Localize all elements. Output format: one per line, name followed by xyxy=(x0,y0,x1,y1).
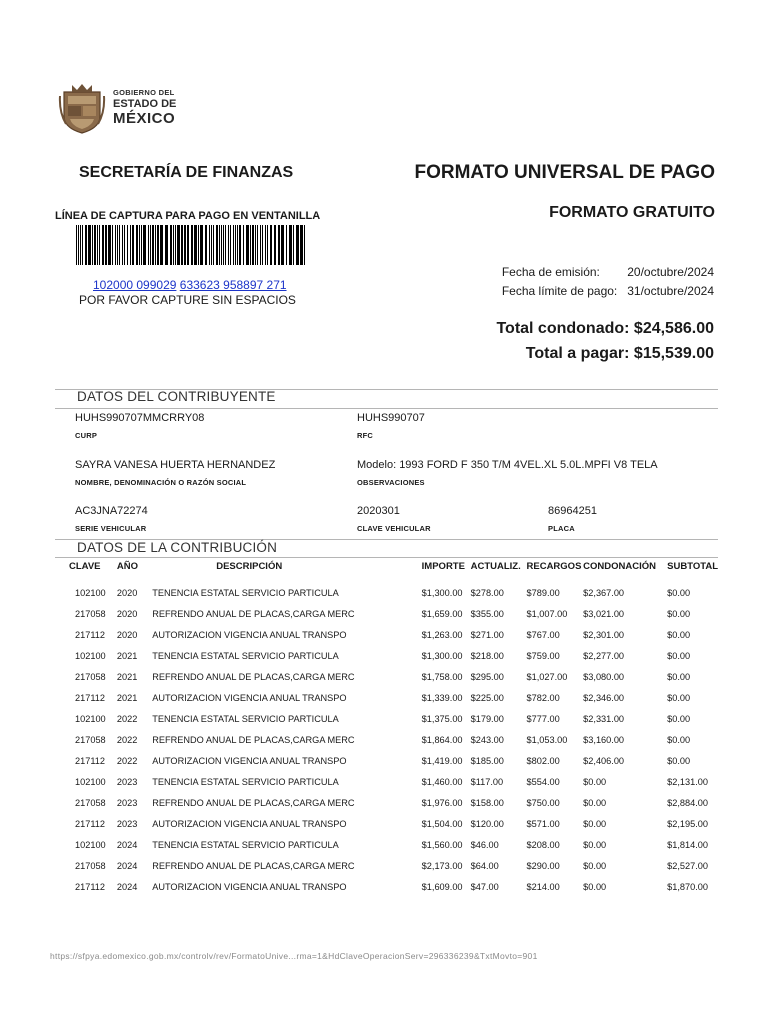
barcode-bar xyxy=(243,225,244,265)
anio-cell: 2021 xyxy=(116,671,138,682)
descripcion-cell: AUTORIZACION VIGENCIA ANUAL TRANSPO xyxy=(152,881,347,892)
anio-cell: 2023 xyxy=(116,818,138,829)
condonacion-cell: $0.00 xyxy=(583,797,607,808)
barcode-bar xyxy=(250,225,251,265)
recargos-cell: $571.00 xyxy=(526,818,560,829)
divider xyxy=(55,408,718,409)
recargos-cell: $1,027.00 xyxy=(526,671,568,682)
linea-captura-number xyxy=(93,278,287,292)
importe-cell: $1,976.00 xyxy=(421,797,463,808)
actualizacion-cell: $295.00 xyxy=(470,671,504,682)
nombre-label: NOMBRE, DENOMINACIÓN O RAZÓN SOCIAL xyxy=(75,478,247,487)
subtotal-cell: $0.00 xyxy=(667,671,691,682)
placa-label: PLACA xyxy=(548,524,575,533)
importe-cell: $1,864.00 xyxy=(421,734,463,745)
actualizacion-cell: $225.00 xyxy=(470,692,504,703)
barcode-bar xyxy=(270,225,272,265)
descripcion-cell: AUTORIZACION VIGENCIA ANUAL TRANSPO xyxy=(152,692,347,703)
barcode-bar xyxy=(216,225,218,265)
barcode-bar xyxy=(233,225,234,265)
total-condonado: Total condonado: $24,586.00 xyxy=(496,320,714,337)
anio-cell: 2020 xyxy=(116,608,138,619)
subtotal-cell: $1,814.00 xyxy=(667,839,709,850)
actualizacion-cell: $117.00 xyxy=(470,776,504,787)
footer-url: https://sfpya.edomexico.gob.mx/controlv/rev/FormatoUnive...rma=1&HdClaveOperacionServ=296336239&TxtMovto=901 xyxy=(50,951,538,961)
barcode-bar xyxy=(119,225,120,265)
table-row xyxy=(55,624,718,645)
subtotal-cell: $2,131.00 xyxy=(667,776,709,787)
anio-cell: 2024 xyxy=(116,860,138,871)
condonacion-cell: $2,277.00 xyxy=(583,650,625,661)
condonacion-cell: $2,406.00 xyxy=(583,755,625,766)
anio-cell: 2022 xyxy=(116,713,138,724)
descripcion-cell: TENENCIA ESTATAL SERVICIO PARTICULA xyxy=(152,650,339,661)
barcode-bar xyxy=(155,225,156,265)
descripcion-cell: TENENCIA ESTATAL SERVICIO PARTICULA xyxy=(152,587,339,598)
anio-cell: 2021 xyxy=(116,692,138,703)
barcode-bar xyxy=(255,225,256,265)
secretaria-heading: SECRETARÍA DE FINANZAS xyxy=(79,164,294,181)
condonacion-cell: $2,301.00 xyxy=(583,629,625,640)
barcode-bar xyxy=(230,225,231,265)
barcode-bar xyxy=(152,225,154,265)
curp-label: CURP xyxy=(75,431,98,440)
barcode-bar xyxy=(94,225,96,265)
table-row xyxy=(55,876,718,897)
barcode-bar xyxy=(293,225,294,265)
barcode-bar xyxy=(200,225,203,265)
barcode-bar xyxy=(102,225,104,265)
barcode-bar xyxy=(88,225,91,265)
anio-cell: 2023 xyxy=(116,776,138,787)
rfc-label: RFC xyxy=(357,431,374,440)
clave-cell: 102100 xyxy=(75,776,106,787)
divider xyxy=(55,557,718,558)
table-header-row xyxy=(55,561,718,582)
barcode-bar xyxy=(136,225,138,265)
clave-cell: 217112 xyxy=(75,692,105,703)
clave-cell: 217058 xyxy=(75,860,106,871)
condonacion-cell: $3,021.00 xyxy=(583,608,625,619)
importe-cell: $1,419.00 xyxy=(421,755,463,766)
barcode-bar xyxy=(76,225,77,265)
importe-cell: $1,300.00 xyxy=(421,650,463,661)
barcode-bar xyxy=(223,225,224,265)
fechas-table xyxy=(502,265,714,303)
anio-cell: 2020 xyxy=(116,629,138,640)
condonacion-cell: $0.00 xyxy=(583,776,607,787)
condonacion-cell: $0.00 xyxy=(583,818,607,829)
subtotal-cell: $2,195.00 xyxy=(667,818,709,829)
column-header-recargos: RECARGOS xyxy=(526,561,582,572)
table-row xyxy=(55,603,718,624)
estado-de-mexico-emblem-icon xyxy=(58,82,106,134)
rfc-value: HUHS990707 xyxy=(357,412,425,424)
serie-vehicular-value: AC3JNA72274 xyxy=(75,505,148,517)
actualizacion-cell: $271.00 xyxy=(470,629,504,640)
placa-value: 86964251 xyxy=(548,505,597,517)
descripcion-cell: AUTORIZACION VIGENCIA ANUAL TRANSPO xyxy=(152,755,347,766)
subtotal-cell: $1,870.00 xyxy=(667,881,709,892)
observaciones-value: Modelo: 1993 FORD F 350 T/M 4VEL.XL 5.0L.MPFI V8 TELA xyxy=(357,459,658,471)
actualizacion-cell: $278.00 xyxy=(470,587,504,598)
barcode-bar xyxy=(108,225,111,265)
importe-cell: $1,758.00 xyxy=(421,671,463,682)
barcode-bar xyxy=(219,225,220,265)
table-row xyxy=(55,750,718,771)
barcode-bar xyxy=(304,225,305,265)
clave-cell: 217058 xyxy=(75,671,106,682)
contribucion-section-title: DATOS DE LA CONTRIBUCIÓN xyxy=(77,540,278,555)
capture-note: POR FAVOR CAPTURE SIN ESPACIOS xyxy=(79,293,296,307)
table-row xyxy=(55,645,718,666)
descripcion-cell: TENENCIA ESTATAL SERVICIO PARTICULA xyxy=(152,713,339,724)
barcode-icon xyxy=(76,225,308,265)
descripcion-cell: REFRENDO ANUAL DE PLACAS,CARGA MERC xyxy=(152,608,355,619)
importe-cell: $1,560.00 xyxy=(421,839,463,850)
barcode-bar xyxy=(187,225,189,265)
barcode-bar xyxy=(194,225,197,265)
anio-cell: 2024 xyxy=(116,881,138,892)
barcode-bar xyxy=(157,225,159,265)
subtotal-cell: $0.00 xyxy=(667,629,691,640)
clave-cell: 102100 xyxy=(75,650,106,661)
actualizacion-cell: $64.00 xyxy=(470,860,499,871)
column-header-condonacion: CONDONACIÓN xyxy=(583,561,657,572)
descripcion-cell: AUTORIZACION VIGENCIA ANUAL TRANSPO xyxy=(152,629,347,640)
barcode-bar xyxy=(213,225,214,265)
actualizacion-cell: $120.00 xyxy=(470,818,504,829)
clave-cell: 217112 xyxy=(75,629,105,640)
barcode-bar xyxy=(97,225,98,265)
table-row xyxy=(55,687,718,708)
curp-value: HUHS990707MMCRRY08 xyxy=(75,412,205,424)
actualizacion-cell: $185.00 xyxy=(470,755,504,766)
barcode-bar xyxy=(274,225,276,265)
barcode-bar xyxy=(262,225,263,265)
barcode-bar xyxy=(246,225,249,265)
barcode-bar xyxy=(267,225,268,265)
condonacion-cell: $2,331.00 xyxy=(583,713,625,724)
barcode-bar xyxy=(115,225,116,265)
recargos-cell: $750.00 xyxy=(526,797,560,808)
recargos-cell: $208.00 xyxy=(526,839,560,850)
barcode-bar xyxy=(117,225,118,265)
recargos-cell: $802.00 xyxy=(526,755,560,766)
subtotal-cell: $0.00 xyxy=(667,755,691,766)
recargos-cell: $214.00 xyxy=(526,881,560,892)
clave-cell: 217058 xyxy=(75,734,106,745)
barcode-bar xyxy=(150,225,151,265)
barcode-bar xyxy=(235,225,236,265)
column-header-importe: IMPORTE xyxy=(421,561,465,572)
recargos-cell: $1,007.00 xyxy=(526,608,568,619)
importe-cell: $1,339.00 xyxy=(421,692,463,703)
captura-link-part-2[interactable]: 633623 958897 271 xyxy=(179,278,287,292)
barcode-bar xyxy=(181,225,183,265)
anio-cell: 2024 xyxy=(116,839,138,850)
subtotal-cell: $0.00 xyxy=(667,650,691,661)
clave-cell: 102100 xyxy=(75,713,106,724)
descripcion-cell: REFRENDO ANUAL DE PLACAS,CARGA MERC xyxy=(152,860,355,871)
actualizacion-cell: $158.00 xyxy=(470,797,504,808)
linea-captura-label: LÍNEA DE CAPTURA PARA PAGO EN VENTANILLA xyxy=(55,210,321,222)
barcode-bar xyxy=(130,225,131,265)
fecha-limite-label: Fecha límite de pago: xyxy=(501,284,618,298)
table-row xyxy=(55,792,718,813)
actualizacion-cell: $355.00 xyxy=(470,608,504,619)
barcode-bar xyxy=(228,225,229,265)
barcode-bar xyxy=(300,225,303,265)
clave-cell: 102100 xyxy=(75,587,106,598)
subtotal-cell: $0.00 xyxy=(667,713,691,724)
clave-cell: 217112 xyxy=(75,755,105,766)
barcode-bar xyxy=(112,225,113,265)
actualizacion-cell: $47.00 xyxy=(470,881,499,892)
descripcion-cell: REFRENDO ANUAL DE PLACAS,CARGA MERC xyxy=(152,734,355,745)
importe-cell: $1,609.00 xyxy=(421,881,463,892)
recargos-cell: $290.00 xyxy=(526,860,560,871)
table-row xyxy=(55,855,718,876)
barcode-bar xyxy=(175,225,176,265)
table-row xyxy=(55,582,718,603)
table-row xyxy=(55,813,718,834)
barcode-bar xyxy=(122,225,123,265)
column-header-subtotal: SUBTOTAL xyxy=(667,561,718,572)
barcode-bar xyxy=(225,225,226,265)
clave-cell: 217112 xyxy=(75,818,105,829)
page-subtitle: FORMATO GRATUITO xyxy=(549,204,715,221)
barcode-bar xyxy=(124,225,125,265)
logo-line-1: GOBIERNO DEL xyxy=(113,88,175,97)
barcode-bar xyxy=(165,225,168,265)
logo-wordmark xyxy=(113,89,176,126)
anio-cell: 2023 xyxy=(116,797,138,808)
logo-line-2: ESTADO DE xyxy=(113,97,177,110)
recargos-cell: $789.00 xyxy=(526,587,560,598)
barcode-bar xyxy=(170,225,172,265)
anio-cell: 2020 xyxy=(116,587,138,598)
fecha-limite-value: 31/octubre/2024 xyxy=(627,284,714,298)
barcode-bar xyxy=(252,225,254,265)
barcode-bar xyxy=(80,225,81,265)
barcode-bar xyxy=(99,225,100,265)
barcode-bar xyxy=(278,225,280,265)
anio-cell: 2022 xyxy=(116,734,138,745)
barcode-bar xyxy=(139,225,140,265)
subtotal-cell: $0.00 xyxy=(667,608,691,619)
observaciones-label: OBSERVACIONES xyxy=(357,478,425,487)
descripcion-cell: TENENCIA ESTATAL SERVICIO PARTICULA xyxy=(152,776,339,787)
recargos-cell: $1,053.00 xyxy=(526,734,568,745)
barcode-bar xyxy=(296,225,299,265)
importe-cell: $2,173.00 xyxy=(421,860,463,871)
serie-vehicular-label: SERIE VEHICULAR xyxy=(75,524,147,533)
barcode-bar xyxy=(105,225,107,265)
barcode-bar xyxy=(78,225,79,265)
subtotal-cell: $2,884.00 xyxy=(667,797,709,808)
anio-cell: 2021 xyxy=(116,650,138,661)
contribucion-table xyxy=(55,561,718,897)
recargos-cell: $759.00 xyxy=(526,650,560,661)
actualizacion-cell: $218.00 xyxy=(470,650,504,661)
recargos-cell: $554.00 xyxy=(526,776,560,787)
condonacion-cell: $2,346.00 xyxy=(583,692,625,703)
importe-cell: $1,300.00 xyxy=(421,587,463,598)
subtotal-cell: $0.00 xyxy=(667,734,691,745)
clave-cell: 217058 xyxy=(75,797,106,808)
nombre-value: SAYRA VANESA HUERTA HERNANDEZ xyxy=(75,459,276,471)
clave-vehicular-value: 2020301 xyxy=(357,505,400,517)
barcode-bar xyxy=(265,225,266,265)
descripcion-cell: AUTORIZACION VIGENCIA ANUAL TRANSPO xyxy=(152,818,347,829)
fecha-emision-label: Fecha de emisión: xyxy=(501,265,600,279)
importe-cell: $1,263.00 xyxy=(421,629,463,640)
column-header-actualiz: ACTUALIZ. xyxy=(470,561,521,572)
barcode-bar xyxy=(143,225,146,265)
barcode-bar xyxy=(184,225,186,265)
subtotal-cell: $0.00 xyxy=(667,587,691,598)
barcode-bar xyxy=(141,225,142,265)
barcode-bar xyxy=(132,225,134,265)
condonacion-cell: $0.00 xyxy=(583,839,607,850)
contribuyente-section-title: DATOS DEL CONTRIBUYENTE xyxy=(77,389,276,404)
captura-link-part-1[interactable]: 102000 099029 xyxy=(93,278,177,292)
barcode-bar xyxy=(257,225,258,265)
barcode-bar xyxy=(211,225,212,265)
barcode-bar xyxy=(92,225,93,265)
barcode-bar xyxy=(281,225,284,265)
clave-cell: 102100 xyxy=(75,839,106,850)
subtotal-cell: $0.00 xyxy=(667,692,691,703)
barcode-bar xyxy=(160,225,163,265)
barcode-bar xyxy=(237,225,238,265)
barcode-bar xyxy=(209,225,210,265)
importe-cell: $1,504.00 xyxy=(421,818,463,829)
importe-cell: $1,659.00 xyxy=(421,608,463,619)
subtotal-cell: $2,527.00 xyxy=(667,860,709,871)
descripcion-cell: REFRENDO ANUAL DE PLACAS,CARGA MERC xyxy=(152,797,355,808)
barcode-bar xyxy=(198,225,199,265)
recargos-cell: $767.00 xyxy=(526,629,560,640)
table-row xyxy=(55,708,718,729)
fecha-emision-value: 20/octubre/2024 xyxy=(627,265,714,279)
condonacion-cell: $0.00 xyxy=(583,860,607,871)
page-title: FORMATO UNIVERSAL DE PAGO xyxy=(414,162,715,183)
barcode-bar xyxy=(177,225,180,265)
barcode-bar xyxy=(286,225,287,265)
barcode-bar xyxy=(289,225,292,265)
table-row xyxy=(55,666,718,687)
table-row xyxy=(55,771,718,792)
actualizacion-cell: $46.00 xyxy=(470,839,499,850)
column-header-descripcion: DESCRIPCIÓN xyxy=(216,561,283,572)
barcode-bar xyxy=(221,225,222,265)
importe-cell: $1,460.00 xyxy=(421,776,463,787)
clave-cell: 217058 xyxy=(75,608,106,619)
barcode-bar xyxy=(205,225,207,265)
condonacion-cell: $0.00 xyxy=(583,881,607,892)
column-header-clave: CLAVE xyxy=(69,561,101,572)
descripcion-cell: TENENCIA ESTATAL SERVICIO PARTICULA xyxy=(152,839,339,850)
condonacion-cell: $3,080.00 xyxy=(583,671,625,682)
actualizacion-cell: $179.00 xyxy=(470,713,504,724)
barcode-bar xyxy=(260,225,261,265)
barcode-bar xyxy=(82,225,83,265)
condonacion-cell: $3,160.00 xyxy=(583,734,625,745)
anio-cell: 2022 xyxy=(116,755,138,766)
barcode-bar xyxy=(127,225,128,265)
barcode-bar xyxy=(191,225,193,265)
logo-line-3: MÉXICO xyxy=(113,109,176,127)
column-header-anio: AÑO xyxy=(116,561,139,572)
barcode-bar xyxy=(85,225,87,265)
actualizacion-cell: $243.00 xyxy=(470,734,504,745)
clave-vehicular-label: CLAVE VEHICULAR xyxy=(357,524,431,533)
barcode-bar xyxy=(239,225,241,265)
recargos-cell: $782.00 xyxy=(526,692,560,703)
recargos-cell: $777.00 xyxy=(526,713,560,724)
table-row xyxy=(55,834,718,855)
importe-cell: $1,375.00 xyxy=(421,713,463,724)
descripcion-cell: REFRENDO ANUAL DE PLACAS,CARGA MERC xyxy=(152,671,355,682)
condonacion-cell: $2,367.00 xyxy=(583,587,625,598)
barcode-bar xyxy=(173,225,174,265)
barcode-bar xyxy=(148,225,149,265)
total-a-pagar: Total a pagar: $15,539.00 xyxy=(525,345,714,362)
clave-cell: 217112 xyxy=(75,881,105,892)
table-row xyxy=(55,729,718,750)
